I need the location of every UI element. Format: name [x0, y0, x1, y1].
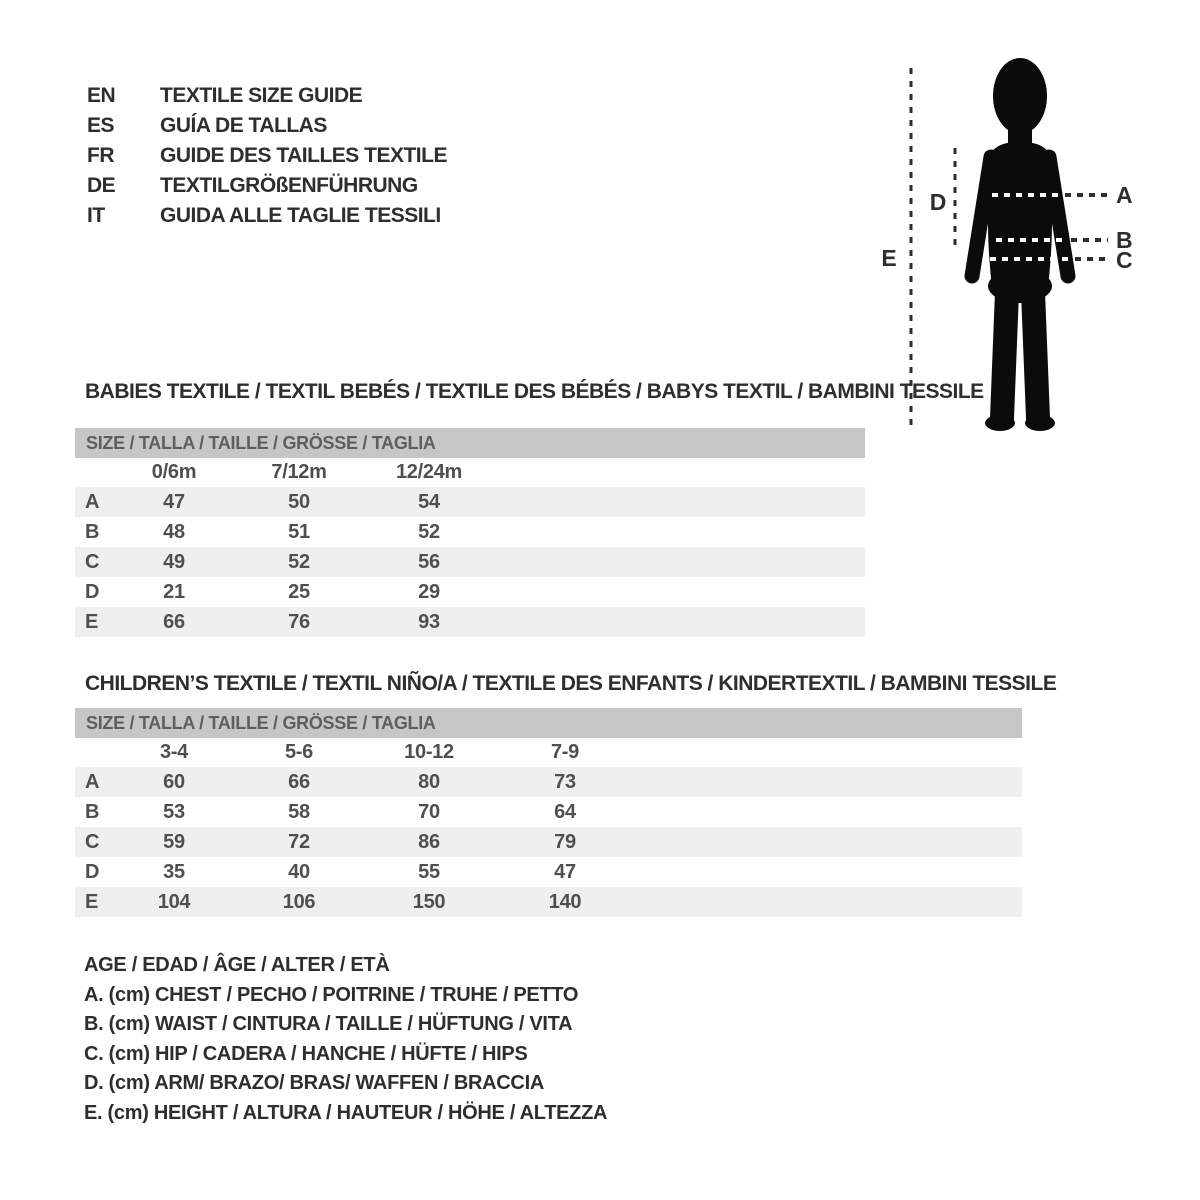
label-hip: C: [1116, 247, 1133, 273]
column-header: 0/6m: [151, 461, 197, 483]
cell-value: 51: [288, 520, 310, 543]
row-label: C: [85, 550, 100, 573]
lang-row-it: [87, 201, 447, 231]
lang-row-es: [87, 111, 447, 141]
cell-value: 93: [418, 610, 440, 633]
cell-value: 79: [554, 830, 576, 853]
cell-value: 50: [288, 490, 310, 513]
lang-code: DE: [87, 174, 116, 197]
cell-value: 55: [418, 860, 440, 883]
children-table-title: CHILDREN’S TEXTILE / TEXTIL NIÑO/A / TEXTILE DES ENFANTS / KINDERTEXTIL / BAMBINI TESSILE: [85, 672, 1057, 695]
cell-value: 104: [157, 890, 191, 913]
cell-value: 47: [163, 490, 185, 513]
row-label: B: [85, 800, 100, 823]
legend-arm-line: D. (cm) ARM/ BRAZO/ BRAS/ WAFFEN / BRACCIA: [84, 1072, 544, 1094]
cell-value: 66: [288, 770, 310, 793]
cell-value: 64: [554, 800, 576, 823]
cell-value: 76: [288, 610, 310, 633]
children-size-header-bar: SIZE / TALLA / TAILLE / GRÖSSE / TAGLIA: [75, 708, 1022, 738]
cell-value: 72: [288, 830, 310, 853]
lang-label: GUÍA DE TALLAS: [160, 114, 327, 137]
column-header: 10-12: [404, 741, 454, 763]
row-label: C: [85, 830, 100, 853]
column-header: 7/12m: [271, 461, 327, 483]
babies-table-title: BABIES TEXTILE / TEXTIL BEBÉS / TEXTILE DES BÉBÉS / BABYS TEXTIL / BAMBINI TESSILE: [85, 380, 984, 403]
table-row: [75, 857, 1022, 887]
legend-height-line: E. (cm) HEIGHT / ALTURA / HAUTEUR / HÖHE / ALTEZZA: [84, 1101, 608, 1124]
lang-row-fr: [87, 141, 447, 171]
lang-row-en: [87, 81, 447, 111]
table-row: [75, 517, 865, 547]
legend-hip-line: C. (cm) HIP / CADERA / HANCHE / HÜFTE / HIPS: [84, 1042, 528, 1065]
babies-size-header-bar: SIZE / TALLA / TAILLE / GRÖSSE / TAGLIA: [75, 428, 865, 458]
cell-value: 60: [163, 770, 185, 793]
child-silhouette: [972, 58, 1068, 431]
cell-value: 35: [163, 860, 185, 883]
measurement-legend: [84, 951, 607, 1128]
legend-age-line: AGE / EDAD / ÂGE / ALTER / ETÀ: [84, 954, 390, 976]
row-label: D: [85, 580, 100, 603]
column-header: 3-4: [159, 741, 188, 763]
table-row: [75, 797, 1022, 827]
cell-value: 66: [163, 610, 185, 633]
cell-value: 106: [282, 890, 316, 913]
cell-value: 40: [288, 860, 310, 883]
lang-label: GUIDA ALLE TAGLIE TESSILI: [160, 204, 441, 227]
cell-value: 25: [288, 580, 310, 603]
cell-value: 73: [554, 770, 576, 793]
cell-value: 29: [418, 580, 440, 603]
column-header: 7-9: [550, 741, 579, 763]
column-header: 12/24m: [395, 461, 463, 483]
row-label: E: [85, 610, 99, 633]
cell-value: 52: [288, 550, 310, 573]
lang-label: GUIDE DES TAILLES TEXTILE: [160, 144, 447, 167]
lang-row-de: [87, 171, 447, 201]
cell-value: 58: [288, 800, 310, 823]
lang-code: ES: [87, 114, 115, 137]
legend-waist-line: B. (cm) WAIST / CINTURA / TAILLE / HÜFTUNG / VITA: [84, 1013, 573, 1035]
cell-value: 140: [548, 890, 582, 913]
cell-value: 48: [163, 520, 185, 543]
table-row: [75, 577, 865, 607]
legend-chest-line: A. (cm) CHEST / PECHO / POITRINE / TRUHE / PETTO: [84, 983, 579, 1006]
babies-column-header-row: [75, 458, 865, 487]
table-row: [75, 607, 865, 637]
cell-value: 56: [418, 550, 440, 573]
row-label: D: [85, 860, 100, 883]
cell-value: 53: [163, 800, 185, 823]
lang-label: TEXTILGRÖßENFÜHRUNG: [160, 174, 418, 197]
cell-value: 150: [412, 890, 446, 913]
row-label: A: [85, 490, 100, 513]
cell-value: 86: [418, 830, 440, 853]
cell-value: 80: [418, 770, 440, 793]
cell-value: 70: [418, 800, 440, 823]
table-row: [75, 547, 865, 577]
cell-value: 54: [418, 490, 440, 513]
cell-value: 47: [554, 860, 576, 883]
row-label: E: [85, 890, 99, 913]
table-row: [75, 487, 865, 517]
label-arm: D: [929, 189, 947, 215]
lang-code: EN: [87, 84, 116, 107]
label-chest: A: [1116, 182, 1133, 208]
children-column-header-row: [75, 738, 1022, 767]
lang-code: FR: [87, 144, 114, 167]
cell-value: 49: [163, 550, 185, 573]
row-label: B: [85, 520, 100, 543]
table-row: [75, 887, 1022, 917]
table-row: [75, 827, 1022, 857]
row-label: A: [85, 770, 100, 793]
table-row: [75, 767, 1022, 797]
cell-value: 52: [418, 520, 440, 543]
lang-code: IT: [87, 204, 105, 227]
language-header: [87, 81, 447, 231]
cell-value: 59: [163, 830, 185, 853]
column-header: 5-6: [284, 741, 313, 763]
babies-size-table: [75, 428, 865, 637]
label-height: E: [881, 245, 897, 271]
children-size-table: [75, 708, 1022, 917]
lang-label: TEXTILE SIZE GUIDE: [160, 84, 363, 107]
cell-value: 21: [163, 580, 185, 603]
label-waist: B: [1116, 227, 1133, 253]
